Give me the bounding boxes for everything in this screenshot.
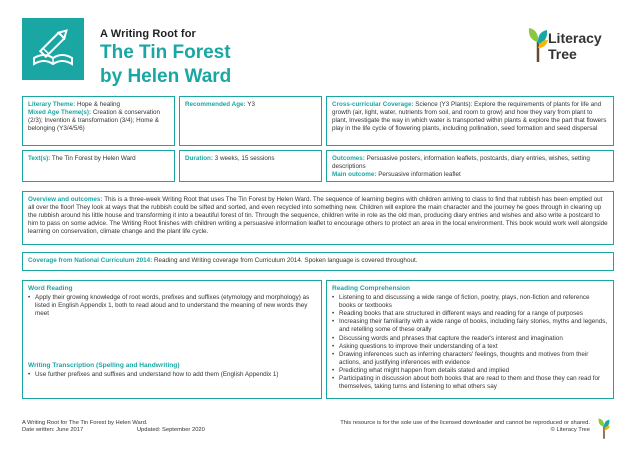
list-item: • Use further prefixes and suffixes and understand how to add them (English Appendix 1) [28, 371, 316, 379]
comprehension-list [332, 294, 608, 391]
title-block [100, 28, 231, 88]
overview-label: Overview and outcomes: [28, 196, 103, 203]
literary-theme-box [22, 96, 175, 146]
cross-curricular-label: Cross-curricular Coverage: [332, 101, 414, 108]
footer-dates [22, 427, 205, 434]
list-item: • Drawing inferences such as inferring characters' feelings, thoughts and motives from their actions, and justifying inferences with evidence [332, 351, 608, 367]
transcription-list [28, 371, 316, 379]
outcomes-value: Persuasive posters, information leaflets, postcards, diary entries, wishes, setting descriptions [332, 155, 590, 171]
list-item: • Reading books that are structured in different ways and reading for a range of purposes [332, 310, 608, 318]
list-item: • Predicting what might happen from details stated and implied [332, 367, 608, 375]
footer-title: A Writing Root for The Tin Forest by Helen Ward. [22, 420, 148, 426]
list-item: • Apply their growing knowledge of root words, prefixes and suffixes (etymology and morphology) as listed in English Appendix 1, both to read aloud and to understand the meaning of new words they meet [28, 294, 316, 318]
date-written: Date written: June 2017 [22, 427, 84, 434]
word-reading-title: Word Reading [28, 285, 73, 292]
main-outcome [332, 171, 608, 179]
recommended-age-value: Y3 [247, 101, 255, 108]
literary-theme-label: Literary Theme: [28, 101, 76, 108]
brand-line-2: Tree [548, 46, 577, 62]
duration-value: 3 weeks, 15 sessions [214, 155, 275, 162]
footer-left [22, 420, 205, 434]
main-outcome-value: Persuasive information leaflet [378, 171, 461, 179]
coverage-label: Coverage from National Curriculum 2014: [28, 257, 153, 264]
list-item: • Discussing words and phrases that capture the reader's interest and imagination [332, 335, 608, 343]
list-item: • Listening to and discussing a wide range of fiction, poetry, plays, non-fiction and reference books or textbooks [332, 294, 608, 310]
literary-theme [28, 101, 169, 109]
list-item: • Asking questions to improve their understanding of a text [332, 343, 608, 351]
outcomes [332, 155, 608, 171]
cross-curricular-box [326, 96, 614, 146]
writing-root-logo [22, 18, 84, 80]
list-item: • Increasing their familiarity with a wide range of books, including fairy stories, myths and legends, and retelling some of these orally [332, 318, 608, 334]
copyright: © Literacy Tree [550, 427, 590, 434]
tree-leaf-icon [526, 24, 550, 64]
duration-label: Duration: [185, 155, 213, 162]
literacy-tree-logo [526, 24, 616, 74]
book-author-title: by Helen Ward [100, 66, 232, 87]
overview-text: This is a three-week Writing Root that uses The Tin Forest by Helen Ward. The sequence of learning begins with children arriving to class to find that rubbish has been emptied out all over the floor! They look at ways that the rubbish could be sifted and sorted, and even recycled into something new. Children will explore the main character and the journey he goes through in clearing up the rubbish around his little house and transforming it into a beautiful forest of tin. Through the sequence, children write in role as the old man, producing diary entries and wishes and also write a postcard to him to pass on some advice. The Writing Root finishes with children writing a persuasive information leaflet to encourage others to protect an area in the local environment. This book would work well alongside learning on conservation, climate change and the plant life cycle. [28, 196, 608, 236]
footer-right [310, 420, 590, 434]
outcomes-label: Outcomes: [332, 155, 365, 162]
outcomes-box [326, 150, 614, 182]
main-outcome-label: Main outcome: [332, 171, 377, 179]
cross-curricular-value: Science (Y3 Plants): Explore the requirements of plants for life and growth (air, light, water, nutrients from soil, and room to grow) and how they vary from plant to plant, Investigate the way in which water is transported within plants & explore the part that flowers play in the life cycle of flowering plants, including pollination, seed formation and seed dispersal [332, 101, 607, 133]
transcription-title: Writing Transcription (Spelling and Handwriting) [28, 362, 180, 370]
list-item: • Participating in discussion about both books that are read to them and those they can read for themselves, taking turns and listening to what others say [332, 375, 608, 391]
mixed-age-value: Creation & conservation (2/3); Invention & transformation (3/4); Home & belonging (Y3/4/5/6) [28, 109, 161, 133]
comprehension-title: Reading Comprehension [332, 285, 411, 292]
texts-label: Text(s): [28, 155, 51, 162]
reading-comprehension-box [326, 280, 614, 399]
header [0, 0, 636, 95]
recommended-age-box [179, 96, 322, 146]
duration-box [179, 150, 322, 182]
brand-line-1: Literacy [548, 30, 602, 46]
mixed-age-themes [28, 109, 169, 133]
book-title: The Tin Forest [100, 42, 231, 63]
coverage-box [22, 252, 614, 271]
word-reading-list [28, 294, 316, 318]
coverage-text: Reading and Writing coverage from Curriculum 2014. Spoken language is covered throughout. [153, 257, 418, 264]
brand-name [548, 30, 602, 62]
texts-value: The Tin Forest by Helen Ward [51, 155, 136, 162]
date-updated: Updated: September 2020 [136, 427, 205, 434]
pre-title: A Writing Root for [100, 28, 196, 40]
literary-theme-value: Hope & healing [77, 101, 121, 108]
recommended-age-label: Recommended Age: [185, 101, 246, 108]
mixed-age-label: Mixed Age Theme(s): [28, 109, 92, 117]
book-pencil-icon [22, 18, 84, 80]
tree-leaf-icon [596, 416, 612, 440]
licence-note: This resource is for the sole use of the licensed downloader and cannot be reproduced or shared. [340, 420, 590, 426]
overview-box [22, 191, 614, 245]
texts-box [22, 150, 175, 182]
word-reading-box [22, 280, 322, 399]
